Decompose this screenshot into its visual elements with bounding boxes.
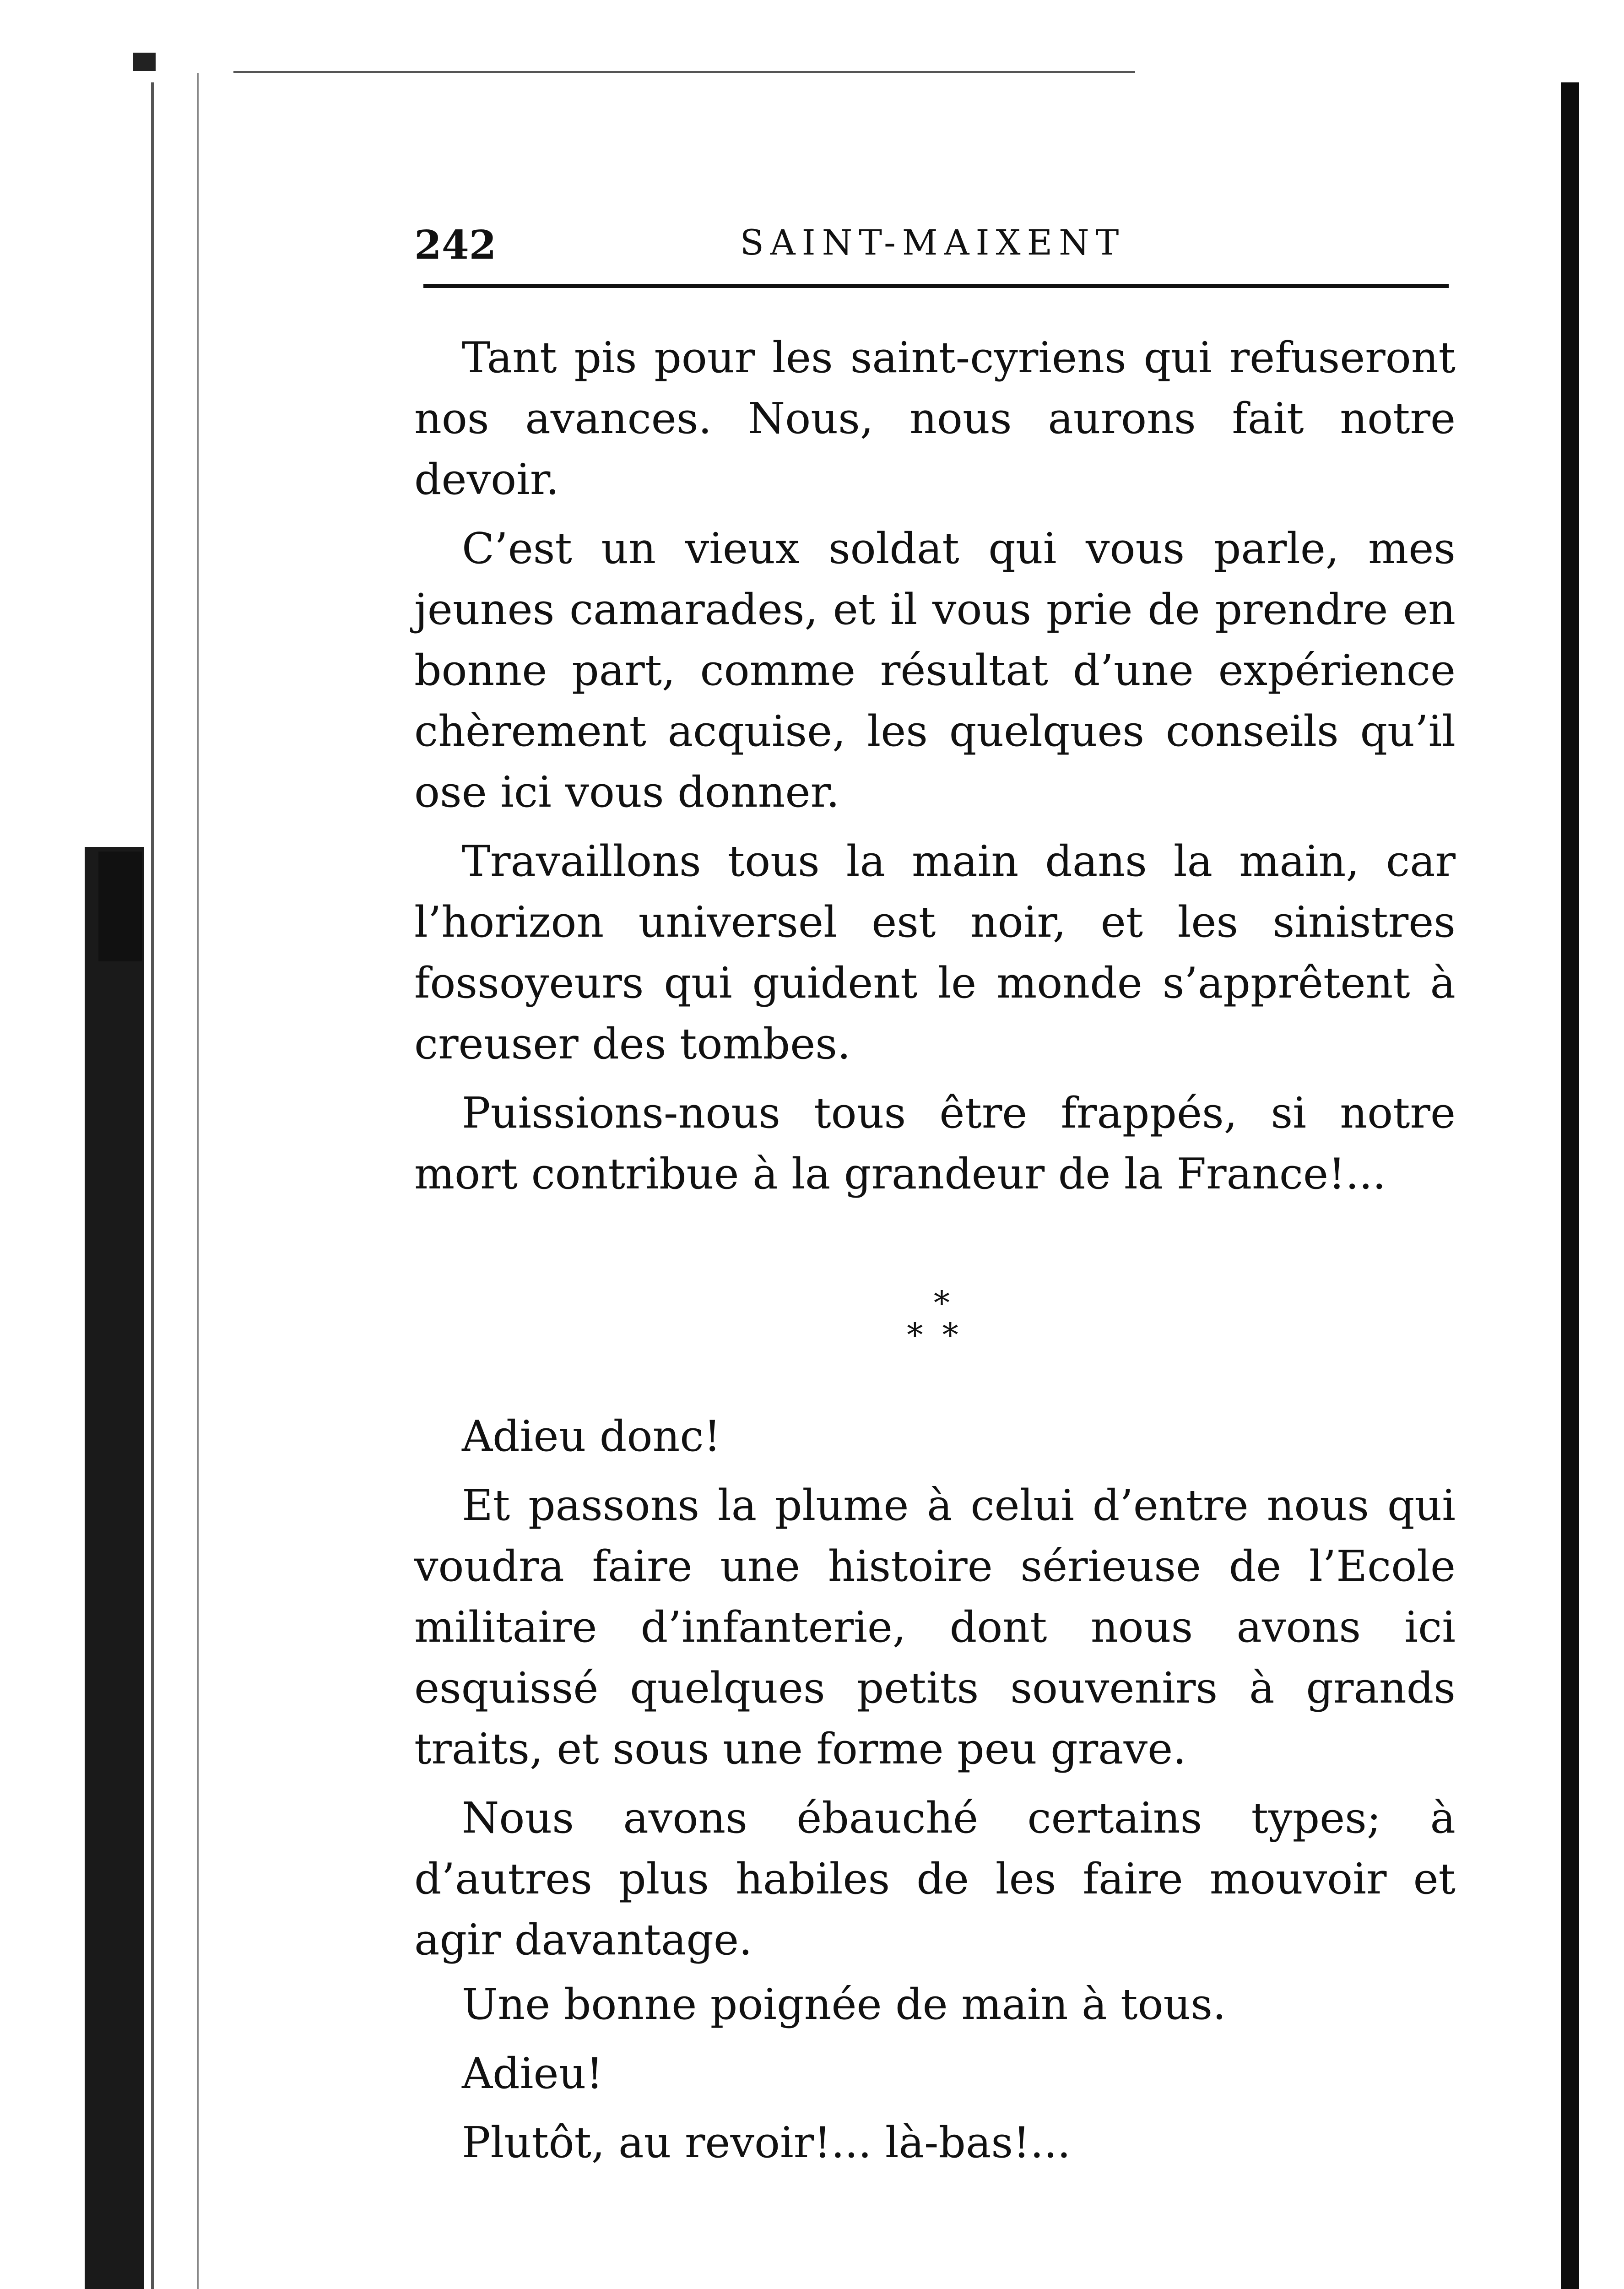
asterism-bottom: * * bbox=[907, 1316, 963, 1354]
page-right-edge-shadow bbox=[1561, 82, 1579, 2289]
paragraph: Adieu! bbox=[462, 2049, 603, 2098]
paragraph: Une bonne poignée de main à tous. bbox=[462, 1980, 1226, 2029]
running-title: SAINT-MAIXENT bbox=[740, 222, 1126, 263]
paragraph: Nous avons ébauché certains types; à d’autres plus habiles de les faire mouvoir et agir davantage. bbox=[414, 1793, 1456, 1964]
paragraph: C’est un vieux soldat qui vous parle, mes jeunes camarades, et il vous prie de prendre en bonne part, comme résultat d’une expérience chèrement acquise, les quelques conseils qu’il ose ici vous donner. bbox=[414, 524, 1456, 817]
paragraph: Puissions-nous tous être frappés, si notre mort contribue à la grandeur de la France!... bbox=[414, 1088, 1456, 1199]
paragraph: Travaillons tous la main dans la main, car l’horizon universel est noir, et les sinistres fossoyeurs qui guident le monde s’apprêtent à creuser des tombes. bbox=[414, 836, 1456, 1069]
paragraph: Adieu donc! bbox=[462, 1411, 721, 1461]
asterism-top: * bbox=[934, 1284, 954, 1322]
body-text bbox=[414, 327, 1456, 2181]
binding-shadow bbox=[85, 847, 144, 2289]
running-head bbox=[414, 213, 1451, 277]
paragraph: Plutôt, au revoir!... là-bas!... bbox=[462, 2118, 1071, 2167]
page-number: 242 bbox=[414, 222, 497, 268]
scan-mark bbox=[133, 53, 156, 71]
binding-edge-line bbox=[151, 82, 154, 2289]
scan-top-edge bbox=[233, 71, 1135, 73]
paragraph: Tant pis pour les saint-cyriens qui refuseront nos avances. Nous, nous aurons fait notre devoir. bbox=[414, 333, 1456, 504]
binding-edge-line-inner bbox=[197, 73, 199, 2289]
binding-shadow-top bbox=[98, 852, 142, 961]
header-rule bbox=[423, 284, 1449, 288]
section-asterism bbox=[414, 1284, 1456, 1354]
paragraph: Et passons la plume à celui d’entre nous qui voudra faire une histoire sérieuse de l’Ecole militaire d’infanterie, dont nous avons ici esquissé quelques petits souvenirs à grands traits, et sous une forme peu grave. bbox=[414, 1481, 1456, 1774]
